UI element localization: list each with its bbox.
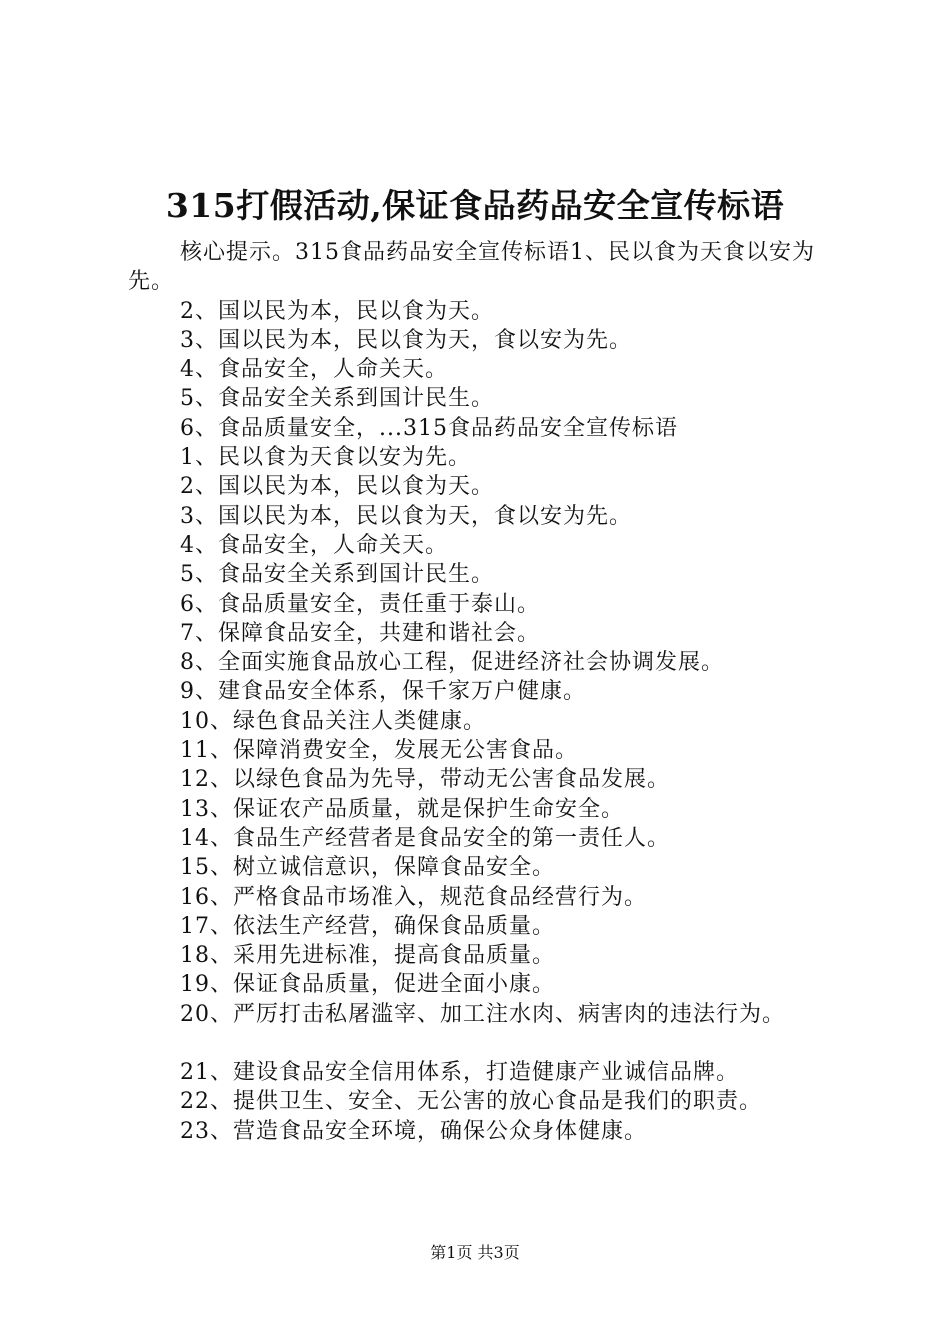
list-item: 11、保障消费安全，发展无公害食品。 bbox=[180, 738, 578, 764]
page-footer: 第1页 共3页 bbox=[430, 1243, 520, 1262]
list-item: 8、全面实施食品放心工程，促进经济社会协调发展。 bbox=[180, 650, 724, 676]
list-item: 10、绿色食品关注人类健康。 bbox=[180, 708, 486, 734]
list-item: 22、提供卫生、安全、无公害的放心食品是我们的职责。 bbox=[180, 1089, 762, 1115]
intro-paragraph: 核心提示。315食品药品安全宣传标语1、民以食为天食以安为先。 bbox=[128, 240, 815, 295]
list-item: 4、食品安全，人命关天。 bbox=[180, 357, 448, 383]
list-item: 12、以绿色食品为先导，带动无公害食品发展。 bbox=[180, 767, 670, 793]
list-item: 19、保证食品质量，促进全面小康。 bbox=[180, 972, 555, 998]
list-item: 16、严格食品市场准入，规范食品经营行为。 bbox=[180, 884, 647, 910]
list-item: 6、食品质量安全，责任重于泰山。 bbox=[180, 591, 540, 617]
list-item: 21、建设食品安全信用体系，打造健康产业诚信品牌。 bbox=[180, 1060, 739, 1086]
list-item: 20、严厉打击私屠滥宰、加工注水肉、病害肉的违法行为。 bbox=[180, 1001, 785, 1027]
list-item: 4、食品安全，人命关天。 bbox=[180, 532, 448, 558]
document-title: 315打假活动,保证食品药品安全宣传标语 bbox=[165, 186, 785, 225]
list-item: 13、保证农产品质量，就是保护生命安全。 bbox=[180, 796, 624, 822]
list-item: 5、食品安全关系到国计民生。 bbox=[180, 562, 494, 588]
list-item: 3、国以民为本，民以食为天，食以安为先。 bbox=[180, 503, 632, 529]
list-item: 23、营造食品安全环境，确保公众身体健康。 bbox=[180, 1118, 647, 1144]
list-item: 2、国以民为本，民以食为天。 bbox=[180, 298, 494, 324]
list-item: 7、保障食品安全，共建和谐社会。 bbox=[180, 620, 540, 646]
list-item: 17、依法生产经营，确保食品质量。 bbox=[180, 913, 555, 939]
list-item: 5、食品安全关系到国计民生。 bbox=[180, 386, 494, 412]
list-item: 3、国以民为本，民以食为天，食以安为先。 bbox=[180, 327, 632, 353]
list-item: 6、食品质量安全，...315食品药品安全宣传标语 bbox=[180, 415, 678, 441]
list-item: 18、采用先进标准，提高食品质量。 bbox=[180, 943, 555, 969]
list-item: 15、树立诚信意识，保障食品安全。 bbox=[180, 855, 555, 881]
list-item: 2、国以民为本，民以食为天。 bbox=[180, 474, 494, 500]
list-item: 9、建食品安全体系，保千家万户健康。 bbox=[180, 679, 586, 705]
list-item: 1、民以食为天食以安为先。 bbox=[180, 445, 471, 471]
document-body bbox=[128, 238, 848, 1146]
slogan-list bbox=[128, 297, 848, 1146]
list-item: 14、食品生产经营者是食品安全的第一责任人。 bbox=[180, 825, 670, 851]
